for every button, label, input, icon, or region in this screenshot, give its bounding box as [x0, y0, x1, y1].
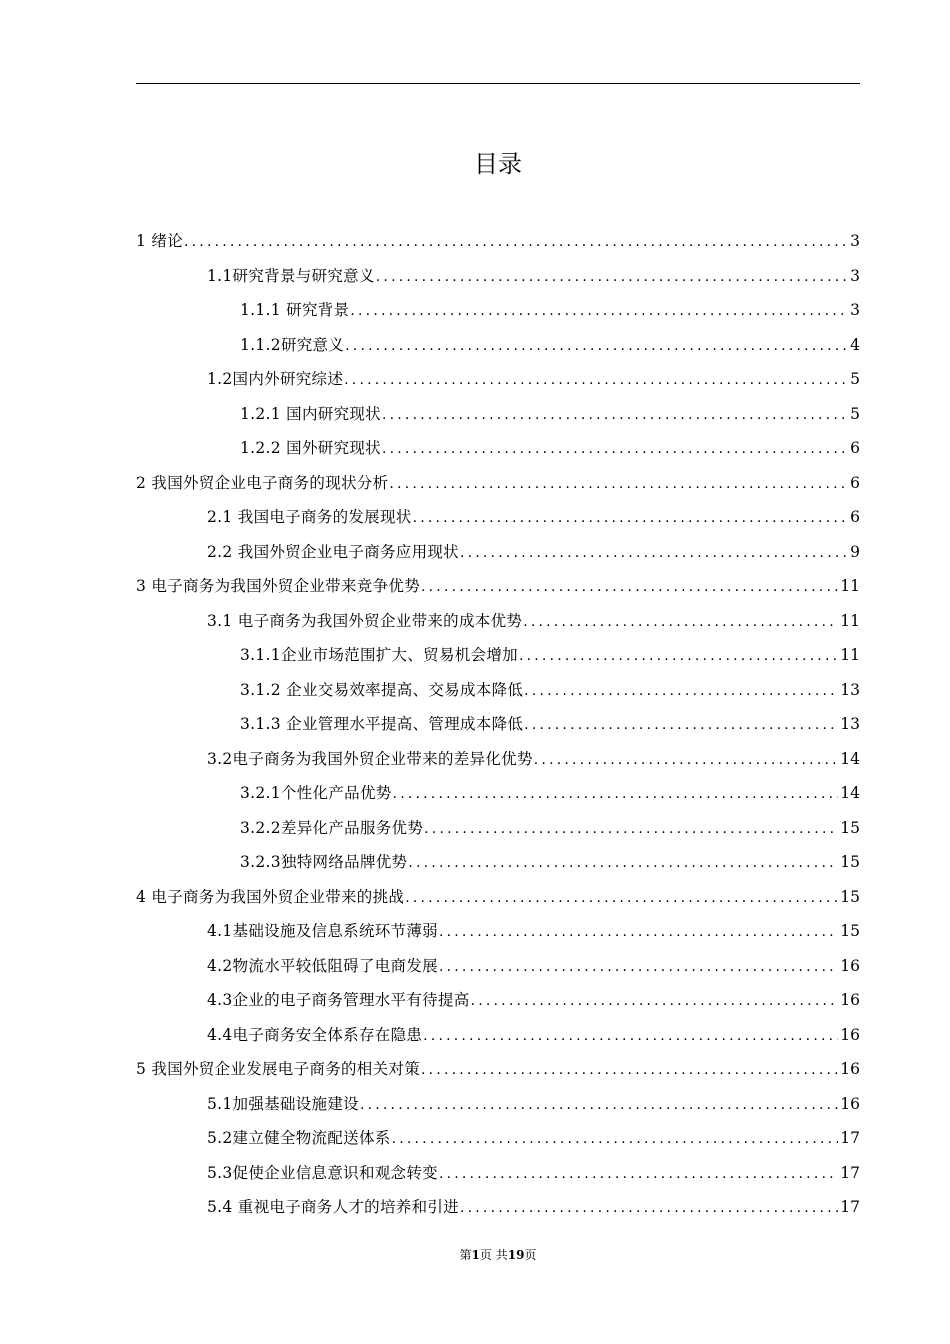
- toc-entry-label: 3.2.2差异化产品服务优势: [240, 818, 424, 837]
- toc-dot-leader: [438, 922, 838, 942]
- toc-entry-label: 1.1研究背景与研究意义: [207, 266, 375, 285]
- toc-dot-leader: [359, 1095, 838, 1115]
- toc-entry-label: 3.2.1个性化产品优势: [240, 784, 392, 802]
- toc-entry-page-number: 16: [840, 956, 860, 975]
- toc-entry-label: 1.2.1 国内研究现状: [240, 404, 381, 423]
- toc-entry-label: 4 电子商务为我国外贸企业带来的挑战: [136, 887, 405, 906]
- toc-dot-leader: [388, 474, 848, 494]
- toc-entry[interactable]: [207, 502, 860, 528]
- toc-entry-label: 4.4电子商务安全体系存在隐患: [207, 1025, 423, 1044]
- toc-dot-leader: [404, 888, 838, 908]
- toc-dot-leader: [470, 991, 839, 1011]
- toc-entry-label: 2.2 我国外贸企业电子商务应用现状: [207, 542, 459, 561]
- toc-entry[interactable]: [240, 330, 860, 356]
- toc-dot-leader: [407, 853, 838, 873]
- toc-entry[interactable]: [240, 295, 860, 321]
- toc-entry[interactable]: [207, 916, 860, 942]
- toc-entry[interactable]: [207, 1158, 860, 1184]
- toc-entry-page-number: 6: [850, 473, 860, 492]
- toc-entry-page-number: 5: [850, 370, 860, 388]
- toc-entry-label: 1 绪论: [136, 232, 183, 250]
- toc-entry-page-number: 6: [850, 508, 860, 526]
- toc-entry-page-number: 11: [840, 577, 860, 595]
- toc-entry[interactable]: [207, 1020, 860, 1046]
- toc-entry-page-number: 6: [850, 439, 860, 457]
- footer-total-pages: 19: [507, 1248, 525, 1262]
- toc-entry-label: 5.2建立健全物流配送体系: [207, 1129, 391, 1147]
- toc-entry[interactable]: [207, 537, 860, 563]
- toc-entry[interactable]: [136, 226, 860, 252]
- toc-entry[interactable]: [207, 1089, 860, 1115]
- toc-dot-leader: [523, 715, 838, 735]
- toc-entry-page-number: 13: [840, 680, 860, 699]
- toc-entry-label: 1.1.1 研究背景: [240, 301, 350, 319]
- toc-entry-label: 4.2物流水平较低阻碍了电商发展: [207, 956, 438, 975]
- toc-dot-leader: [523, 681, 838, 701]
- toc-entry[interactable]: [207, 985, 860, 1011]
- toc-entry-label: 3.2.3独特网络品牌优势: [240, 853, 408, 871]
- toc-entry-page-number: 17: [840, 1198, 860, 1216]
- footer-suffix: 页: [524, 1248, 537, 1262]
- toc-entry-label: 2.1 我国电子商务的发展现状: [207, 508, 412, 526]
- toc-entry-label: 1.2.2 国外研究现状: [240, 439, 381, 457]
- toc-entry-page-number: 5: [850, 404, 860, 423]
- toc-entry-page-number: 17: [840, 1129, 860, 1147]
- toc-entry[interactable]: [207, 1123, 860, 1149]
- toc-dot-leader: [375, 267, 848, 287]
- toc-entry-label: 2 我国外贸企业电子商务的现状分析: [136, 473, 389, 492]
- toc-entry-page-number: 16: [840, 1025, 860, 1044]
- toc-entry-page-number: 15: [840, 922, 860, 940]
- page-title: 目录: [474, 150, 522, 178]
- toc-entry[interactable]: [207, 951, 860, 977]
- toc-entry-label: 3.1.2 企业交易效率提高、交易成本降低: [240, 680, 524, 699]
- toc-dot-leader: [391, 1129, 839, 1149]
- toc-entry[interactable]: [136, 882, 860, 908]
- toc-entry-page-number: 14: [840, 749, 860, 768]
- toc-dot-leader: [459, 1198, 838, 1218]
- toc-entry-label: 5.1加强基础设施建设: [207, 1094, 359, 1113]
- toc-entry-label: 1.1.2研究意义: [240, 335, 345, 354]
- toc-dot-leader: [518, 646, 838, 666]
- toc-entry-page-number: 9: [850, 542, 860, 561]
- toc-entry-label: 4.3企业的电子商务管理水平有待提高: [207, 991, 470, 1009]
- footer-current-page: 1: [471, 1248, 480, 1262]
- toc-entry[interactable]: [240, 813, 860, 839]
- toc-entry-page-number: 16: [840, 991, 860, 1009]
- toc-dot-leader: [459, 543, 848, 563]
- toc-entry-page-number: 17: [840, 1163, 860, 1182]
- toc-entry-label: 4.1基础设施及信息系统环节薄弱: [207, 922, 438, 940]
- footer-middle: 页 共: [479, 1248, 508, 1262]
- toc-entry[interactable]: [136, 468, 860, 494]
- toc-entry[interactable]: [207, 261, 860, 287]
- toc-entry-label: 1.2国内外研究综述: [207, 370, 344, 388]
- toc-entry[interactable]: [240, 640, 860, 666]
- toc-dot-leader: [349, 301, 848, 321]
- toc-dot-leader: [392, 784, 839, 804]
- toc-entry[interactable]: [207, 1192, 860, 1218]
- toc-entry-page-number: 11: [840, 611, 860, 630]
- toc-dot-leader: [438, 1164, 838, 1184]
- toc-dot-leader: [183, 232, 848, 252]
- toc-dot-leader: [381, 405, 848, 425]
- toc-entry-label: 3.2电子商务为我国外贸企业带来的差异化优势: [207, 749, 533, 768]
- toc-entry-page-number: 3: [850, 301, 860, 319]
- toc-entry-label: 3.1 电子商务为我国外贸企业带来的成本优势: [207, 611, 523, 630]
- toc-entry-page-number: 15: [840, 887, 860, 906]
- toc-entry-page-number: 16: [840, 1094, 860, 1113]
- toc-entry[interactable]: [136, 571, 860, 597]
- toc-entry-page-number: 3: [850, 232, 860, 250]
- toc-dot-leader: [422, 1026, 838, 1046]
- toc-entry-page-number: 14: [840, 784, 860, 802]
- toc-entry-page-number: 4: [850, 335, 860, 354]
- toc-entry[interactable]: [207, 606, 860, 632]
- toc-entry-label: 3.1.3 企业管理水平提高、管理成本降低: [240, 715, 524, 733]
- toc-entry-page-number: 3: [850, 266, 860, 285]
- toc-entry[interactable]: [136, 1054, 860, 1080]
- toc-dot-leader: [343, 370, 848, 390]
- toc-entry-page-number: 15: [840, 818, 860, 837]
- toc-entry-page-number: 15: [840, 853, 860, 871]
- toc-entry-page-number: 16: [840, 1060, 860, 1078]
- toc-entry[interactable]: [207, 364, 860, 390]
- toc-entry-label: 3.1.1企业市场范围扩大、贸易机会增加: [240, 646, 518, 664]
- toc-dot-leader: [420, 577, 838, 597]
- toc-dot-leader: [412, 508, 849, 528]
- toc-entry[interactable]: [240, 675, 860, 701]
- toc-entry-label: 5.3促使企业信息意识和观念转变: [207, 1163, 438, 1182]
- toc-entry[interactable]: [207, 744, 860, 770]
- toc-dot-leader: [533, 750, 839, 770]
- footer-prefix: 第: [459, 1248, 472, 1262]
- toc-entry-page-number: 13: [840, 715, 860, 733]
- toc-entry[interactable]: [240, 399, 860, 425]
- toc-entry-label: 5 我国外贸企业发展电子商务的相关对策: [136, 1060, 420, 1078]
- toc-dot-leader: [381, 439, 848, 459]
- toc-dot-leader: [423, 819, 838, 839]
- toc-entry[interactable]: [240, 847, 860, 873]
- toc-dot-leader: [438, 957, 838, 977]
- toc-entry-label: 3 电子商务为我国外贸企业带来竞争优势: [136, 577, 420, 595]
- toc-entry-label: 5.4 重视电子商务人才的培养和引进: [207, 1198, 459, 1216]
- toc-entry[interactable]: [240, 433, 860, 459]
- toc-dot-leader: [420, 1060, 838, 1080]
- toc-entry[interactable]: [240, 778, 860, 804]
- toc-entry[interactable]: [240, 709, 860, 735]
- toc-entry-page-number: 11: [840, 646, 860, 664]
- page-footer: [0, 1246, 950, 1264]
- toc-dot-leader: [344, 336, 848, 356]
- toc-dot-leader: [522, 612, 838, 632]
